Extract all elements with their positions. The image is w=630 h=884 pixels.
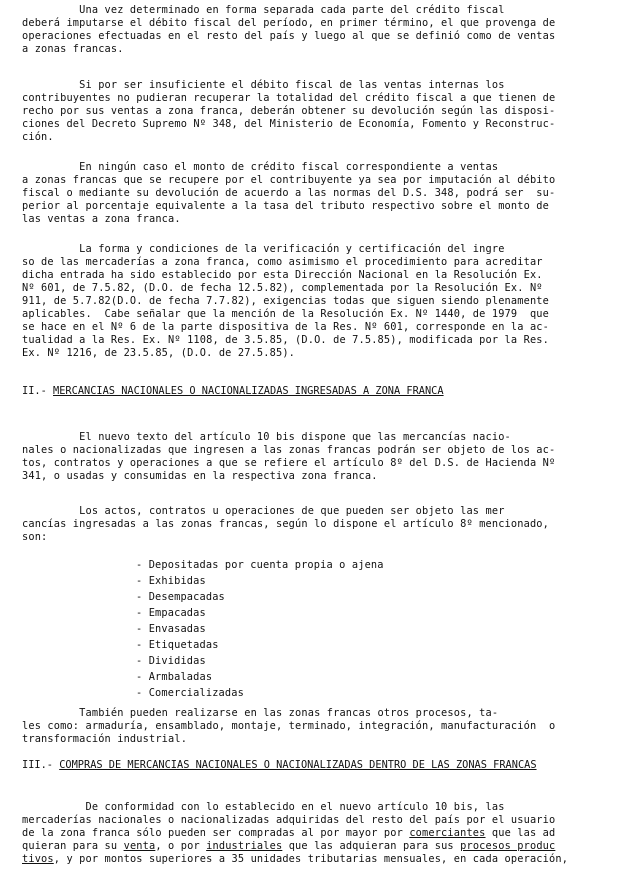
para2-line-4: ciones del Decreto Supremo Nº 348, del Ministerio de Economía, Fomento y Reconstruc- xyxy=(22,118,556,130)
para4-line-9: Ex. Nº 1216, de 23.5.85, (D.O. de 27.5.85). xyxy=(22,347,296,359)
para4-line-4: Nº 601, de 7.5.82, (D.O. de fecha 12.5.82), complementada por la Resolución Ex. Nº xyxy=(22,282,543,294)
para4-line-3: dicha entrada ha sido establecido por esta Dirección Nacional en la Resolución Ex. xyxy=(22,269,543,281)
para2-line-2: contribuyentes no pudieran recuperar la totalidad del crédito fiscal a que tienen de xyxy=(22,92,556,104)
para1-line-1: Una vez determinado en forma separada cada parte del crédito fiscal xyxy=(22,4,505,16)
list-item: - Desempacadas xyxy=(136,591,225,603)
para7-line-2: les como: armaduría, ensamblado, montaje, terminado, integración, manufacturación o xyxy=(22,720,556,732)
para4-line-7: se hace en el Nº 6 de la parte dispositiva de la Res. Nº 601, corresponde en la ac- xyxy=(22,321,549,333)
para3-line-3: fiscal o mediante su devolución de acuerdo a las normas del D.S. 348, podrá ser su- xyxy=(22,187,556,199)
section-number-3: III.- xyxy=(22,759,53,771)
list-item: - Divididas xyxy=(136,655,206,667)
para3-line-5: las ventas a zona franca. xyxy=(22,213,181,225)
para8-text: que las adquieran para sus xyxy=(282,840,461,852)
list-item: - Comercializadas xyxy=(136,687,244,699)
para8-text: quieran para su xyxy=(22,840,124,852)
para2-line-5: ción. xyxy=(22,131,54,143)
para3-line-2: a zonas francas que se recupere por el contribuyente ya sea por imputación al débito xyxy=(22,174,556,186)
para8-text: , o por xyxy=(155,840,207,852)
para3-line-1: En ningún caso el monto de crédito fiscal correspondiente a ventas xyxy=(22,161,499,173)
para8-line-2: mercaderías nacionales o nacionalizadas adquiridas del resto del país por el usuario xyxy=(22,814,556,826)
para8-text: que las ad xyxy=(485,827,556,839)
underlined-term: industriales xyxy=(206,840,283,852)
para4-line-2: so de las mercaderías a zona franca, como asimismo el procedimiento para acreditar xyxy=(22,256,543,268)
list-item: - Empacadas xyxy=(136,607,206,619)
para4-line-6: aplicables. Cabe señalar que la mención de la Resolución Ex. Nº 1440, de 1979 que xyxy=(22,308,549,320)
para4-line-1: La forma y condiciones de la verificación y certificación del ingre xyxy=(22,243,505,255)
underlined-term: venta xyxy=(123,840,156,852)
para6-line-2: cancías ingresadas a las zonas francas, según lo dispone el artículo 8º mencionado, xyxy=(22,518,549,530)
para7-line-1: También pueden realizarse en las zonas francas otros procesos, ta- xyxy=(22,707,499,719)
underlined-term: tivos xyxy=(22,853,54,865)
para2-line-3: recho por sus ventas a zona franca, deberán obtener su devolución según las disposi- xyxy=(22,105,556,117)
section-title-3: COMPRAS DE MERCANCIAS NACIONALES O NACIONALIZADAS DENTRO DE LAS ZONAS FRANCAS xyxy=(59,759,537,771)
section-heading-3 xyxy=(22,759,537,772)
para2-line-1: Si por ser insuficiente el débito fiscal de las ventas internas los xyxy=(22,79,505,91)
para5-line-3: tos, contratos y operaciones a que se refiere el artículo 8º del D.S. de Hacienda Nº xyxy=(22,457,556,469)
para8-text: de la zona franca sólo pueden ser compradas al por mayor por xyxy=(22,827,410,839)
list-item: - Armbaladas xyxy=(136,671,213,683)
para8-text: , y por montos superiores a 35 unidades tributarias mensuales, en cada operación, xyxy=(53,853,569,865)
para1-line-2: deberá imputarse el débito fiscal del período, en primer término, el que provenga de xyxy=(22,17,556,29)
para6-line-1: Los actos, contratos u operaciones de que pueden ser objeto las mer xyxy=(22,505,505,517)
para5-line-1: El nuevo texto del artículo 10 bis dispone que las mercancías nacio- xyxy=(22,431,511,443)
para8-line-4 xyxy=(22,840,555,853)
underlined-term: comerciantes xyxy=(409,827,486,839)
list-item: - Envasadas xyxy=(136,623,206,635)
para1-line-3: operaciones efectuadas en el resto del país y luego al que se definió como de ventas xyxy=(22,30,556,42)
underlined-term: procesos produc xyxy=(460,840,556,852)
para5-line-2: nales o nacionalizadas que ingresen a las zonas francas podrán ser objeto de los ac- xyxy=(22,444,556,456)
section-number-2: II.- xyxy=(22,385,47,397)
section-title-2: MERCANCIAS NACIONALES O NACIONALIZADAS INGRESADAS A ZONA FRANCA xyxy=(53,385,444,397)
list-item: - Exhibidas xyxy=(136,575,206,587)
para3-line-4: perior al porcentaje equivalente a la tasa del tributo respectivo sobre el monto de xyxy=(22,200,549,212)
para4-line-5: 911, de 5.7.82(D.O. de fecha 7.7.82), exigencias todas que siguen siendo plenamente xyxy=(22,295,549,307)
para8-line-5 xyxy=(22,853,568,866)
para6-line-3: son: xyxy=(22,531,48,543)
para8-line-3 xyxy=(22,827,555,840)
list-item: - Etiquetadas xyxy=(136,639,219,651)
para4-line-8: tualidad a la Res. Ex. Nº 1108, de 3.5.85, (D.O. de 7.5.85), modificada por la Res. xyxy=(22,334,549,346)
list-item: - Depositadas por cuenta propia o ajena xyxy=(136,559,384,571)
para5-line-4: 341, o usadas y consumidas en la respectiva zona franca. xyxy=(22,470,378,482)
para8-line-1: De conformidad con lo establecido en el nuevo artículo 10 bis, las xyxy=(22,801,505,813)
section-heading-2 xyxy=(22,385,444,398)
para7-line-3: transformación industrial. xyxy=(22,733,188,745)
para1-line-4: a zonas francas. xyxy=(22,43,124,55)
